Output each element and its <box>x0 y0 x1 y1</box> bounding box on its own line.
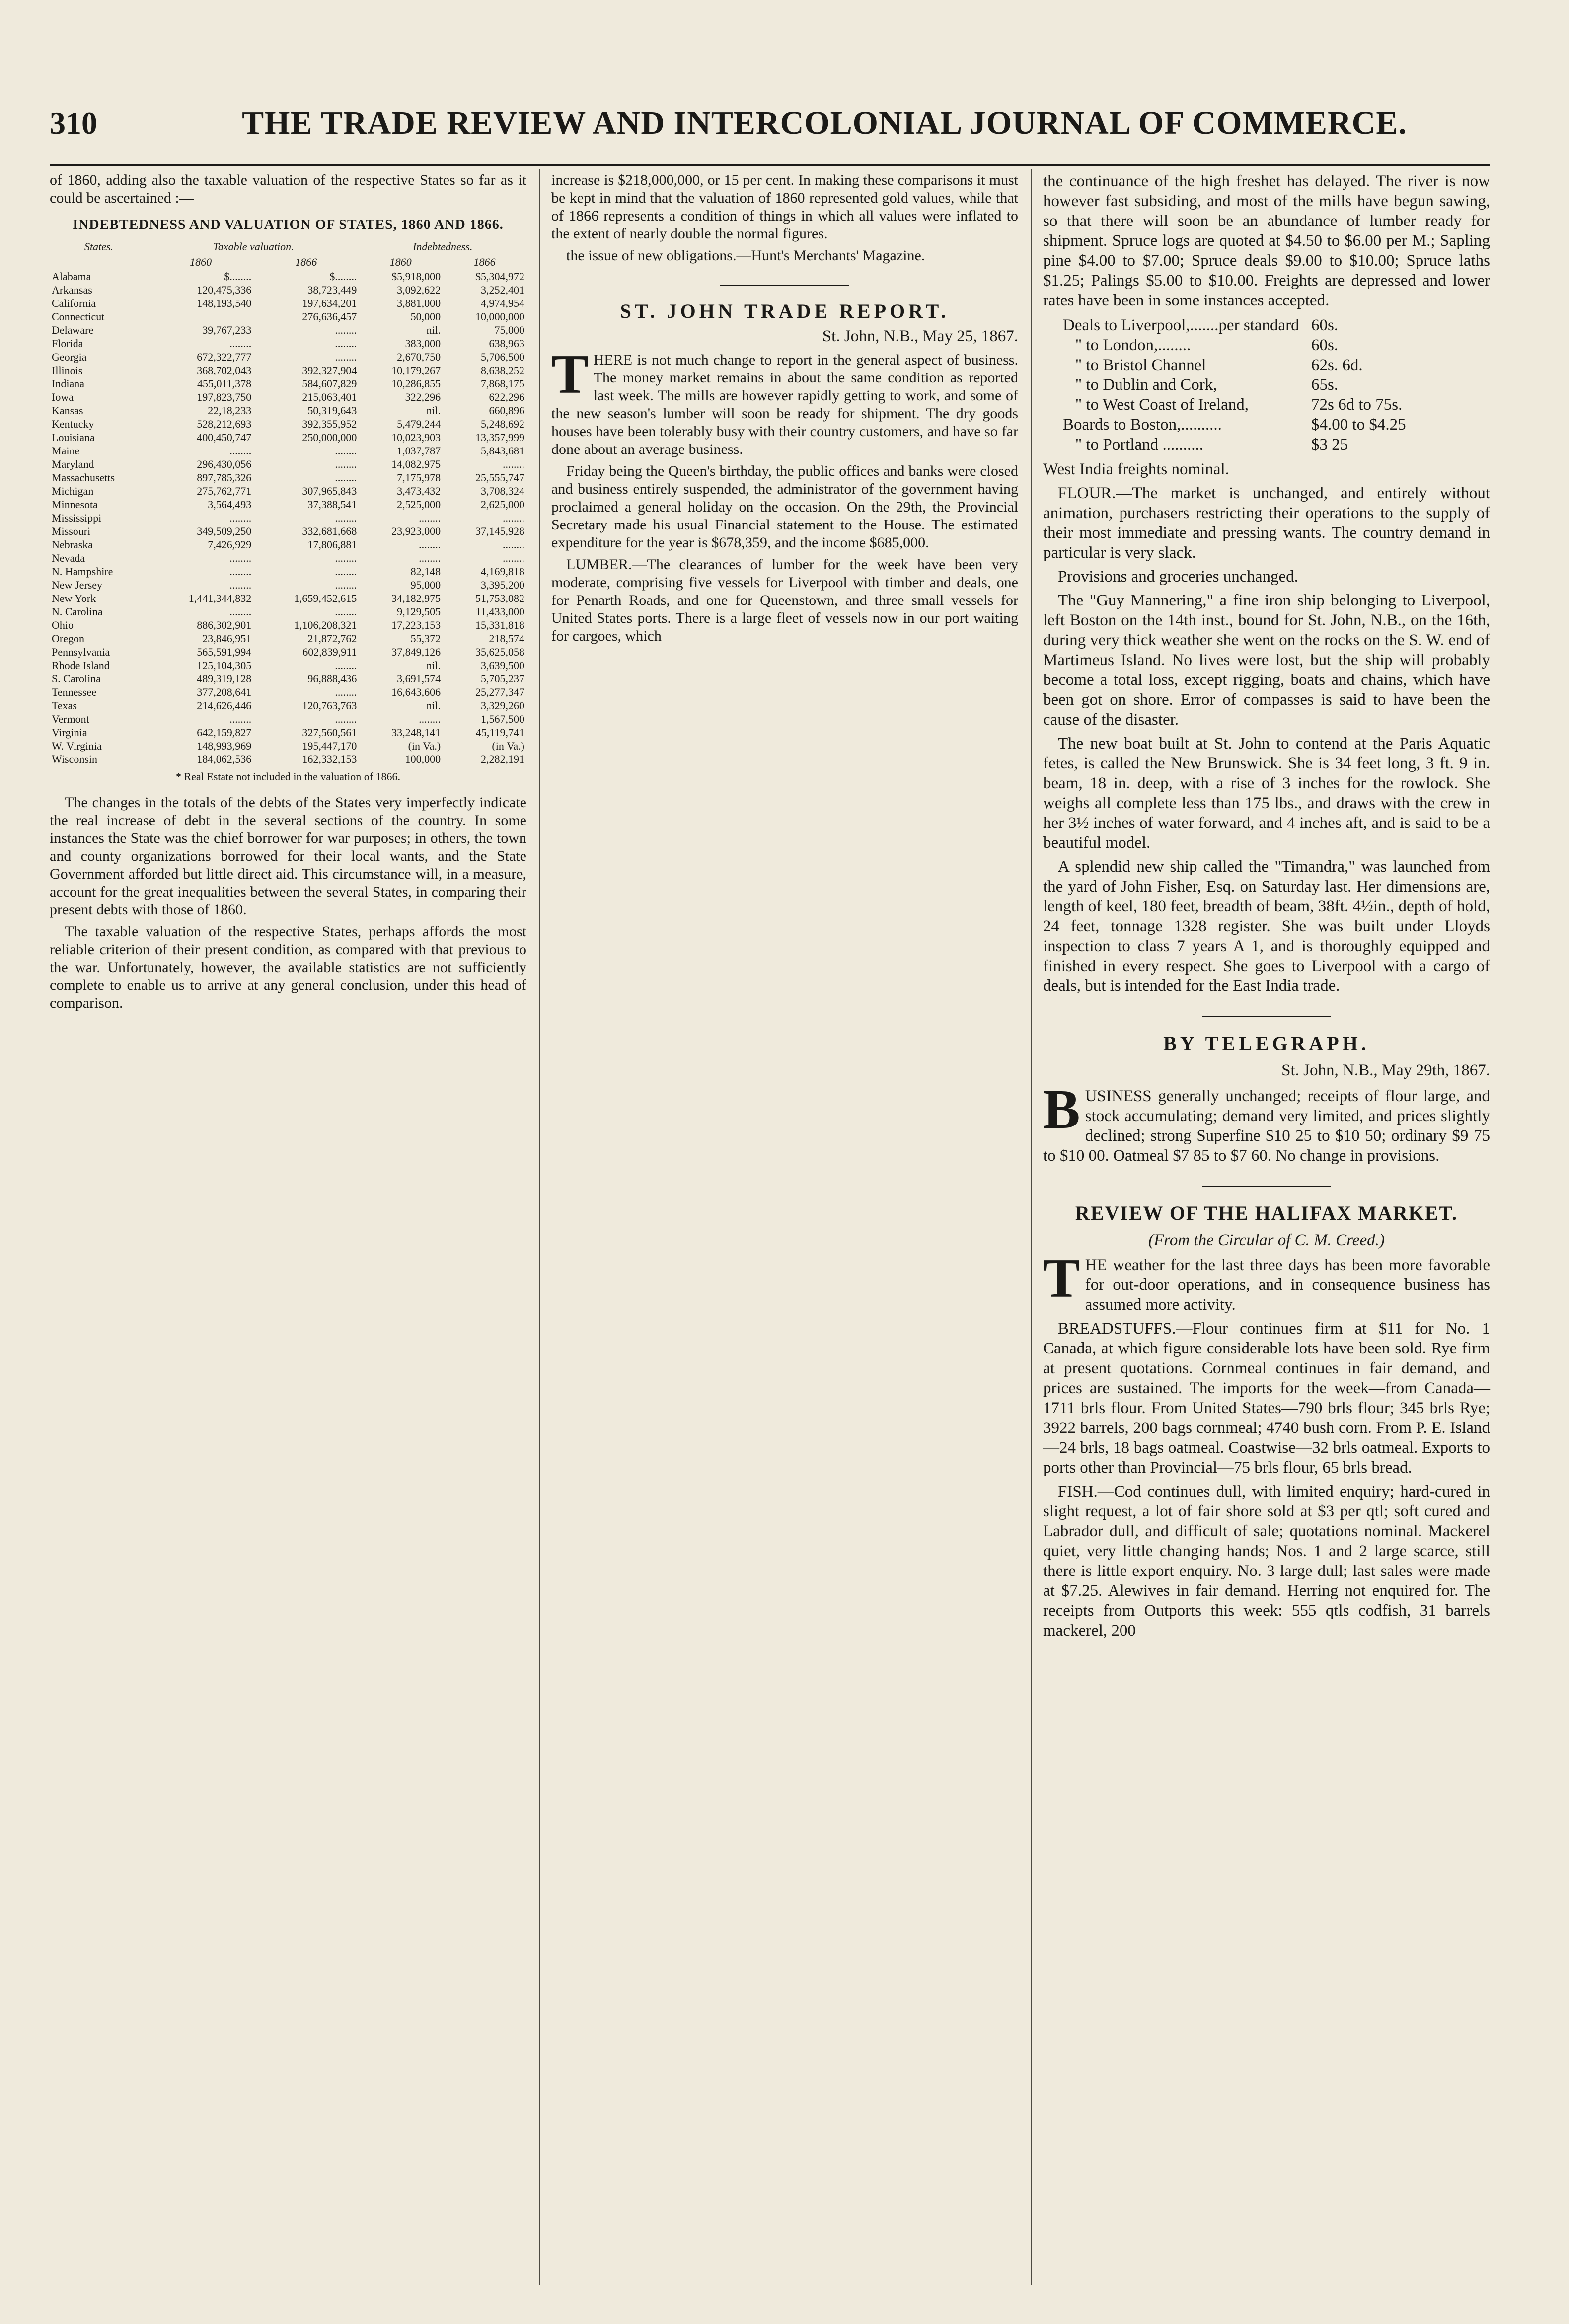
state-name-cell: New York <box>52 592 96 604</box>
state-name-cell: Arkansas <box>52 284 92 296</box>
table-cell: 322,296 <box>405 391 441 403</box>
table-cell: 332,681,668 <box>302 525 357 537</box>
table-cell: 10,286,855 <box>391 377 441 390</box>
freight-route: " to Dublin and Cork, <box>1063 376 1217 394</box>
table-cell: 5,705,237 <box>481 673 524 685</box>
table-cell: (in Va.) <box>492 740 524 752</box>
freight-quotes <box>1063 315 1490 454</box>
table-row <box>50 699 526 712</box>
table-cell: 50,319,643 <box>307 404 357 417</box>
table-cell: 197,634,201 <box>302 297 357 309</box>
table-cell: 8,638,252 <box>481 364 524 376</box>
column-2 <box>551 171 1018 649</box>
freight-rate: 65s. <box>1311 376 1339 394</box>
table-cell: 383,000 <box>405 337 441 350</box>
table-cell: 296,430,056 <box>197 458 252 470</box>
section-divider <box>720 285 849 286</box>
state-name-cell: Pennsylvania <box>52 646 110 658</box>
table-cell: 23,923,000 <box>391 525 441 537</box>
telegraph-paragraph: BUSINESS generally unchanged; receipts of flour large, and stock accumulating; demand very limited, and prices slightly declined; strong Superfine $10 25 to $10 50; ordinary $9 75 to $10 00. Oatmeal $7 85 to $7 60. No change in provisions. <box>1043 1079 1490 1165</box>
state-name-cell: Virginia <box>52 726 87 739</box>
table-cell: ........ <box>335 713 357 725</box>
freight-rate: 60s. <box>1311 316 1339 334</box>
freight-route: Boards to Boston,.......... <box>1063 416 1222 434</box>
table-cell: ........ <box>229 445 252 457</box>
table-cell: ........ <box>419 552 441 564</box>
state-name-cell: Minnesota <box>52 498 98 511</box>
freight-route: " to Portland .......... <box>1063 436 1203 453</box>
freight-quote-row <box>1063 355 1490 375</box>
table-row <box>50 404 526 417</box>
halifax-market-title: REVIEW OF THE HALIFAX MARKET. <box>1075 1202 1458 1224</box>
shipwreck-paragraph: The "Guy Mannering," a fine iron ship belonging to Liverpool, left Boston on the 14th inst., bound for St. John, N.B., on the 16th, during very thick weather she went on the rocks on the S. W. end of Martimeus Island. No lives were lost, but the ship will probably become a total loss, except rigging, boats and chains, which have been got on shore. Error of compasses is said to have been the cause of the disaster. <box>1043 592 1490 729</box>
table-row <box>50 565 526 578</box>
table-cell: 2,282,191 <box>481 753 524 765</box>
table-cell: 1,659,452,615 <box>294 592 357 604</box>
journal-title: THE TRADE REVIEW AND INTERCOLONIAL JOURNAL OF COMMERCE. <box>242 105 1407 141</box>
table-cell: 38,723,449 <box>307 284 357 296</box>
table-cell: 7,175,978 <box>397 471 441 484</box>
table-cell: 307,965,843 <box>302 485 357 497</box>
table-cell: 602,839,911 <box>302 646 357 658</box>
table-cell <box>148 310 253 323</box>
table-row <box>50 752 526 766</box>
table-cell: 34,182,975 <box>391 592 441 604</box>
freight-quote-row <box>1063 395 1490 415</box>
table-cell: 349,509,250 <box>197 525 252 537</box>
state-name-cell: Iowa <box>52 391 74 403</box>
table-row <box>50 270 526 283</box>
table-row <box>50 297 526 310</box>
st-john-report-dateline: St. John, N.B., May 25, 1867. <box>822 327 1018 345</box>
table-cell: 15,331,818 <box>475 619 524 631</box>
col-header-year: 1860 <box>190 256 212 268</box>
state-name-cell: N. Hampshire <box>52 565 113 578</box>
lumber-continued-paragraph: the continuance of the high freshet has delayed. The river is now however fast subsiding, and most of the mills have begun sawing, so that there will soon be an abundance of lumber ready for shipment. Spruce logs are quoted at $4.50 to $6.00 per M.; Sapling pine $4.00 to $7.00; Spruce deals $9.00 to $10.00; Spruce laths $1.25; Palings $5.00 to $10.00. Freights are depressed and lower rates have been in some instances accepted. <box>1043 172 1490 309</box>
table-cell: 35,625,058 <box>475 646 524 658</box>
table-cell: 3,473,432 <box>397 485 441 497</box>
table-cell: 897,785,326 <box>197 471 252 484</box>
table-cell: 3,708,324 <box>481 485 524 497</box>
state-name-cell: Maryland <box>52 458 94 470</box>
table-cell: 25,555,747 <box>475 471 524 484</box>
breadstuffs-paragraph: BREADSTUFFS.—Flour continues firm at $11 for No. 1 Canada, at which figure considerable lots have been sold. Rye firm at present quotations. Cornmeal continues in fair demand, and prices are sustained. The imports for the week—from Canada—1711 brls flour. From United States—790 brls flour; 345 brls Rye; 3922 barrels, 200 bags cornmeal; 4740 bush corn. From P. E. Island—24 brls, 18 bags oatmeal. Coastwise—32 brls oatmeal. Exports to ports other than Provincial—75 brls flour, 65 brls bread. <box>1043 1320 1490 1477</box>
telegraph-title: BY TELEGRAPH. <box>1163 1032 1370 1054</box>
table-cell: 13,357,999 <box>475 431 524 444</box>
table-row <box>50 632 526 645</box>
freight-quote-row <box>1063 375 1490 395</box>
st-john-report-paragraph: THERE is not much change to report in the general aspect of business. The money market remains in about the same condition as reported last week. The mills are however rapidly getting to work, and some of the new season's lumber will soon be ready for shipment. The dry goods houses have been tolerably busy with their country customers, and have so far done about an average business. <box>551 344 1018 457</box>
column-rule <box>539 169 540 2285</box>
article-paragraph: The taxable valuation of the respective States, perhaps affords the most reliable criterion of their present condition, as compared with that previous to the war. Unfortunately, however, the available statistics are not sufficiently complete to enable us to arrive at any general conclusion, under this head of comparison. <box>50 923 526 1011</box>
table-cell: 3,691,574 <box>397 673 441 685</box>
table-cell: 327,560,561 <box>302 726 357 739</box>
state-name-cell: Rhode Island <box>52 659 110 672</box>
table-row <box>50 377 526 390</box>
state-name-cell: Indiana <box>52 377 84 390</box>
state-name-cell: Tennessee <box>52 686 97 698</box>
table-cell: $........ <box>329 270 357 283</box>
table-cell: 672,322,777 <box>197 351 252 363</box>
table-cell: 16,643,606 <box>391 686 441 698</box>
table-cell: ........ <box>335 659 357 672</box>
table-cell: 82,148 <box>410 565 441 578</box>
freight-rate: $4.00 to $4.25 <box>1311 416 1406 434</box>
table-cell: 184,062,536 <box>197 753 252 765</box>
table-cell: ........ <box>503 458 524 470</box>
article-paragraph: The changes in the totals of the debts of the States very imperfectly indicate the real increase of debt in the several sections of the country. In some instances the State was the chief borrower for war purposes; in others, the town and county organizations borrowed for their local wants, and the State Government afforded but little direct aid. This circumstance will, in a measure, account for the great inequalities between the several States, in comparing their present debts with those of 1860. <box>50 794 526 918</box>
freight-route: " to West Coast of Ireland, <box>1063 396 1249 414</box>
table-cell: 3,329,260 <box>481 699 524 712</box>
table-row <box>50 417 526 431</box>
table-row <box>50 484 526 498</box>
table-cell: 10,023,903 <box>391 431 441 444</box>
state-name-cell: Texas <box>52 699 77 712</box>
table-cell: 584,607,829 <box>302 377 357 390</box>
table-row <box>50 511 526 525</box>
col-header-taxable-valuation: Taxable valuation. <box>213 240 294 253</box>
table-cell: 1,567,500 <box>481 713 524 725</box>
state-name-cell: Kansas <box>52 404 83 417</box>
fish-paragraph: FISH.—Cod continues dull, with limited enquiry; hard-cured in slight request, a lot of fair shore sold at $3 per qtl; soft cured and Labrador dull, and difficult of sale; quotations nominal. Mackerel quiet, very little changing hands; Nos. 1 and 2 large scarce, still there is little export enquiry. No. 3 large dull; last sales were made at $7.25. Alewives in fair demand. Herring not enquired for. The receipts from Outports this week: 555 qtls codfish, 31 barrels mackerel, 200 <box>1043 1483 1490 1640</box>
table-cell: 2,525,000 <box>397 498 441 511</box>
table-cell: 377,208,641 <box>197 686 252 698</box>
table-cell: 120,763,763 <box>302 699 357 712</box>
table-cell: 2,625,000 <box>481 498 524 511</box>
table-row <box>50 390 526 404</box>
table-cell: $5,918,000 <box>391 270 441 283</box>
freight-rate: $3 25 <box>1311 436 1348 453</box>
table-row <box>50 525 526 538</box>
table-cell: 4,974,954 <box>481 297 524 309</box>
table-cell: 392,355,952 <box>302 418 357 430</box>
table-row <box>50 471 526 484</box>
freight-quote-row <box>1063 435 1490 454</box>
freight-quote-row <box>1063 415 1490 435</box>
table-cell: 275,762,771 <box>197 485 252 497</box>
table-cell: ........ <box>503 538 524 551</box>
state-name-cell: Oregon <box>52 632 84 645</box>
table-cell: 528,212,693 <box>197 418 252 430</box>
table-cell: 5,479,244 <box>397 418 441 430</box>
table-row <box>50 605 526 618</box>
table-cell: ........ <box>503 512 524 524</box>
table-cell: 638,963 <box>489 337 524 350</box>
table-cell: 120,475,336 <box>197 284 252 296</box>
table-cell: ........ <box>335 565 357 578</box>
state-name-cell: Illinois <box>52 364 83 376</box>
table-cell: ........ <box>335 471 357 484</box>
table-cell: ........ <box>503 552 524 564</box>
provisions-paragraph: Provisions and groceries unchanged. <box>1058 568 1298 586</box>
freight-rate: 72s 6d to 75s. <box>1311 396 1403 414</box>
table-cell: 195,447,170 <box>302 740 357 752</box>
state-name-cell: Wisconsin <box>52 753 97 765</box>
telegraph-dateline: St. John, N.B., May 29th, 1867. <box>1281 1061 1490 1079</box>
table-cell: 21,872,762 <box>307 632 357 645</box>
ship-launch-paragraph: A splendid new ship called the "Timandra," was launched from the yard of John Fisher, Esq. on Saturday last. Her dimensions are, length of keel, 180 feet, breadth of beam, 38ft. 4½in., depth of hold, 24 feet, tonnage 1328 register. She was built under Lloyds inspection to class 7 years A 1, and is thoroughly equipped and finished in every respect. She goes to Liverpool with a cargo of deals, but is intended for the East India trade. <box>1043 858 1490 995</box>
table-row <box>50 431 526 444</box>
state-name-cell: Missouri <box>52 525 91 537</box>
table-cell: 9,129,505 <box>397 605 441 618</box>
table-cell: 33,248,141 <box>391 726 441 739</box>
freight-route: " to Bristol Channel <box>1063 356 1206 374</box>
table-cell: 886,302,901 <box>197 619 252 631</box>
halifax-paragraph: THE weather for the last three days has been more favorable for out-door operations, and in consequence business has assumed more activity. <box>1043 1248 1490 1314</box>
table-cell: 22,18,233 <box>208 404 252 417</box>
table-row <box>50 645 526 659</box>
new-boat-paragraph: The new boat built at St. John to contend at the Paris Aquatic fetes, is called the New Brunswick. She is 34 feet long, 3 ft. 9 in. beam, 18 in. deep, with a rise of 3 inches for the rowlock. She weighs all complete less than 175 lbs., and draws with the crew in her 3½ inches of water forward, and 4 inches aft, and is said to be a beautiful model. <box>1043 735 1490 852</box>
table-cell: 250,000,000 <box>302 431 357 444</box>
table-cell: nil. <box>426 404 441 417</box>
table-cell: 3,639,500 <box>481 659 524 672</box>
table-cell: ........ <box>335 351 357 363</box>
table-cell: ........ <box>335 512 357 524</box>
table-row <box>50 672 526 685</box>
table-cell: 3,564,493 <box>208 498 252 511</box>
table-row <box>50 592 526 605</box>
col-header-indebtedness: Indebtedness. <box>413 240 473 253</box>
table-cell: 39,767,233 <box>202 324 252 336</box>
col-header-year: 1860 <box>389 256 412 268</box>
table-cell: 4,169,818 <box>481 565 524 578</box>
state-name-cell: Mississippi <box>52 512 102 524</box>
st-john-report-title: ST. JOHN TRADE REPORT. <box>620 300 950 322</box>
table-footnote: * Real Estate not included in the valuation of 1866. <box>175 770 401 783</box>
freight-rate: 60s. <box>1311 336 1339 354</box>
table-cell: ........ <box>229 605 252 618</box>
table-title: INDEBTEDNESS AND VALUATION OF STATES, 1860 AND 1866. <box>73 217 504 232</box>
table-cell: (in Va.) <box>408 740 441 752</box>
table-cell: 2,670,750 <box>397 351 441 363</box>
table-cell: 455,011,378 <box>197 377 252 390</box>
state-name-cell: Nevada <box>52 552 85 564</box>
table-cell: 51,753,082 <box>475 592 524 604</box>
table-cell: ........ <box>335 552 357 564</box>
table-cell: ........ <box>229 552 252 564</box>
table-cell: 3,395,200 <box>481 579 524 591</box>
table-cell: 218,574 <box>489 632 524 645</box>
table-cell: 37,388,541 <box>307 498 357 511</box>
table-cell: 37,849,126 <box>391 646 441 658</box>
table-row <box>50 578 526 592</box>
table-cell: ........ <box>229 713 252 725</box>
freight-quote-row <box>1063 335 1490 355</box>
table-cell: 17,806,881 <box>307 538 357 551</box>
table-body <box>50 270 526 766</box>
state-name-cell: Georgia <box>52 351 87 363</box>
table-cell: nil. <box>426 659 441 672</box>
table-row <box>50 551 526 565</box>
table-cell: 660,896 <box>489 404 524 417</box>
table-cell: ........ <box>229 565 252 578</box>
state-name-cell: N. Carolina <box>52 605 103 618</box>
table-cell: 5,706,500 <box>481 351 524 363</box>
state-name-cell: Florida <box>52 337 83 350</box>
freight-quote-row <box>1063 315 1490 335</box>
state-name-cell: Michigan <box>52 485 94 497</box>
freight-route: Deals to Liverpool,.......per standard <box>1063 316 1299 334</box>
table-cell: 392,327,904 <box>302 364 357 376</box>
table-cell: ........ <box>419 713 441 725</box>
state-name-cell: Alabama <box>52 270 91 283</box>
table-row <box>50 323 526 337</box>
table-row <box>50 618 526 632</box>
table-cell: 215,063,401 <box>302 391 357 403</box>
table-cell: 368,702,043 <box>197 364 252 376</box>
article-paragraph: increase is $218,000,000, or 15 per cent. In making these comparisons it must be kept in mind that the valuation of 1860 represented gold values, while that of 1866 represents a condition of things in which all values were inflated to the extent of nearly double the normal figures. <box>551 172 1018 242</box>
table-cell: ........ <box>229 579 252 591</box>
halifax-byline: (From the Circular of C. M. Creed.) <box>1148 1231 1385 1249</box>
table-group-header <box>50 239 526 254</box>
table-row <box>50 457 526 471</box>
state-name-cell: Vermont <box>52 713 89 725</box>
table-cell: 1,037,787 <box>397 445 441 457</box>
state-name-cell: Louisiana <box>52 431 95 444</box>
table-cell: $........ <box>224 270 252 283</box>
table-cell: 148,193,540 <box>197 297 252 309</box>
state-name-cell: New Jersey <box>52 579 103 591</box>
freights-note: West India freights nominal. <box>1043 460 1229 478</box>
table-cell: 3,252,401 <box>481 284 524 296</box>
page-number: 310 <box>50 105 97 141</box>
table-cell: 37,145,928 <box>475 525 524 537</box>
table-cell: ........ <box>419 512 441 524</box>
table-cell: 10,179,267 <box>391 364 441 376</box>
table-cell: 489,319,128 <box>197 673 252 685</box>
table-row <box>50 310 526 323</box>
state-name-cell: Maine <box>52 445 80 457</box>
table-cell: 45,119,741 <box>475 726 524 739</box>
table-cell: 1,106,208,321 <box>294 619 357 631</box>
table-cell: nil. <box>426 699 441 712</box>
table-cell: 197,823,750 <box>197 391 252 403</box>
table-cell: 3,092,622 <box>397 284 441 296</box>
table-cell: 55,372 <box>410 632 441 645</box>
table-cell: 14,082,975 <box>391 458 441 470</box>
table-cell: 5,843,681 <box>481 445 524 457</box>
table-row <box>50 538 526 551</box>
state-debts-table <box>50 239 526 766</box>
lumber-paragraph: LUMBER.—The clearances of lumber for the week have been very moderate, comprising five vessels for Liverpool with timber and deals, one for Penarth Roads, and one for Queenstown, and three small vessels for United States ports. There is a large fleet of vessels now in our port waiting for cargoes, which <box>551 556 1018 644</box>
column-1 <box>50 171 526 1016</box>
table-cell: 11,433,000 <box>475 605 524 618</box>
col-header-year: 1866 <box>473 256 496 268</box>
table-cell: ........ <box>419 538 441 551</box>
table-row <box>50 350 526 364</box>
table-cell: 23,846,951 <box>202 632 252 645</box>
table-row <box>50 337 526 350</box>
state-name-cell: S. Carolina <box>52 673 101 685</box>
state-name-cell: W. Virginia <box>52 740 102 752</box>
state-name-cell: California <box>52 297 96 309</box>
section-divider <box>1202 1186 1331 1187</box>
table-row <box>50 444 526 457</box>
table-row <box>50 712 526 726</box>
section-divider <box>1202 1016 1331 1017</box>
table-row <box>50 659 526 672</box>
running-head <box>50 104 1490 159</box>
freight-route: " to London,........ <box>1063 336 1191 354</box>
st-john-report-paragraph: Friday being the Queen's birthday, the public offices and banks were closed and business entirely suspended, the administrator of the government having proclaimed a general holiday on the occasion. On the 29th, the Provincial Secretary made his usual Financial statement to the House. The estimated expenditure for the year is $678,359, and the income $685,000. <box>551 463 1018 551</box>
table-cell: 96,888,436 <box>307 673 357 685</box>
table-cell: 276,636,457 <box>302 310 357 323</box>
column-3 <box>1043 171 1490 1645</box>
state-name-cell: Massachusetts <box>52 471 115 484</box>
table-cell: ........ <box>335 579 357 591</box>
table-cell: 17,223,153 <box>391 619 441 631</box>
table-row <box>50 739 526 752</box>
table-cell: 162,332,153 <box>302 753 357 765</box>
table-cell: 642,159,827 <box>197 726 252 739</box>
table-cell: ........ <box>229 337 252 350</box>
table-row <box>50 283 526 297</box>
table-cell: ........ <box>335 605 357 618</box>
table-cell: ........ <box>229 512 252 524</box>
table-cell: 148,993,969 <box>197 740 252 752</box>
table-cell: 7,426,929 <box>208 538 252 551</box>
table-row <box>50 685 526 699</box>
table-cell: 75,000 <box>494 324 524 336</box>
table-cell: 5,248,692 <box>481 418 524 430</box>
table-row <box>50 498 526 511</box>
state-name-cell: Delaware <box>52 324 94 336</box>
column-rule <box>1031 169 1032 2285</box>
table-cell: ........ <box>335 337 357 350</box>
table-cell: 565,591,994 <box>197 646 252 658</box>
state-name-cell: Nebraska <box>52 538 93 551</box>
table-cell: 100,000 <box>405 753 441 765</box>
table-cell: ........ <box>335 324 357 336</box>
state-name-cell: Connecticut <box>52 310 105 323</box>
table-cell: 95,000 <box>410 579 441 591</box>
freight-rate: 62s. 6d. <box>1311 356 1363 374</box>
state-name-cell: Kentucky <box>52 418 94 430</box>
table-cell: 10,000,000 <box>475 310 524 323</box>
table-cell: 7,868,175 <box>481 377 524 390</box>
table-cell: 25,277,347 <box>475 686 524 698</box>
table-row <box>50 726 526 739</box>
table-cell: 1,441,344,832 <box>188 592 252 604</box>
intro-paragraph: of 1860, adding also the taxable valuation of the respective States so far as it could be ascertained :— <box>50 172 526 206</box>
state-name-cell: Ohio <box>52 619 74 631</box>
col-header-year: 1866 <box>295 256 317 268</box>
table-cell: ........ <box>335 458 357 470</box>
article-paragraph-end: the issue of new obligations.—Hunt's Merchants' Magazine. <box>566 247 925 264</box>
table-cell: ........ <box>335 686 357 698</box>
table-cell: nil. <box>426 324 441 336</box>
table-cell: 3,881,000 <box>397 297 441 309</box>
col-header-states: States. <box>84 240 114 253</box>
table-year-header <box>50 254 526 270</box>
table-cell: ........ <box>335 445 357 457</box>
table-cell: 125,104,305 <box>197 659 252 672</box>
table-cell: 50,000 <box>410 310 441 323</box>
header-rule <box>50 164 1490 166</box>
flour-paragraph: FLOUR.—The market is unchanged, and entirely without animation, purchasers restricting their operations to the supply of their most immediate and pressing wants. The country demand in particular is very slack. <box>1043 484 1490 562</box>
table-cell: 400,450,747 <box>197 431 252 444</box>
table-cell: $5,304,972 <box>475 270 524 283</box>
table-cell: 622,296 <box>489 391 524 403</box>
table-cell: 214,626,446 <box>197 699 252 712</box>
table-row <box>50 364 526 377</box>
